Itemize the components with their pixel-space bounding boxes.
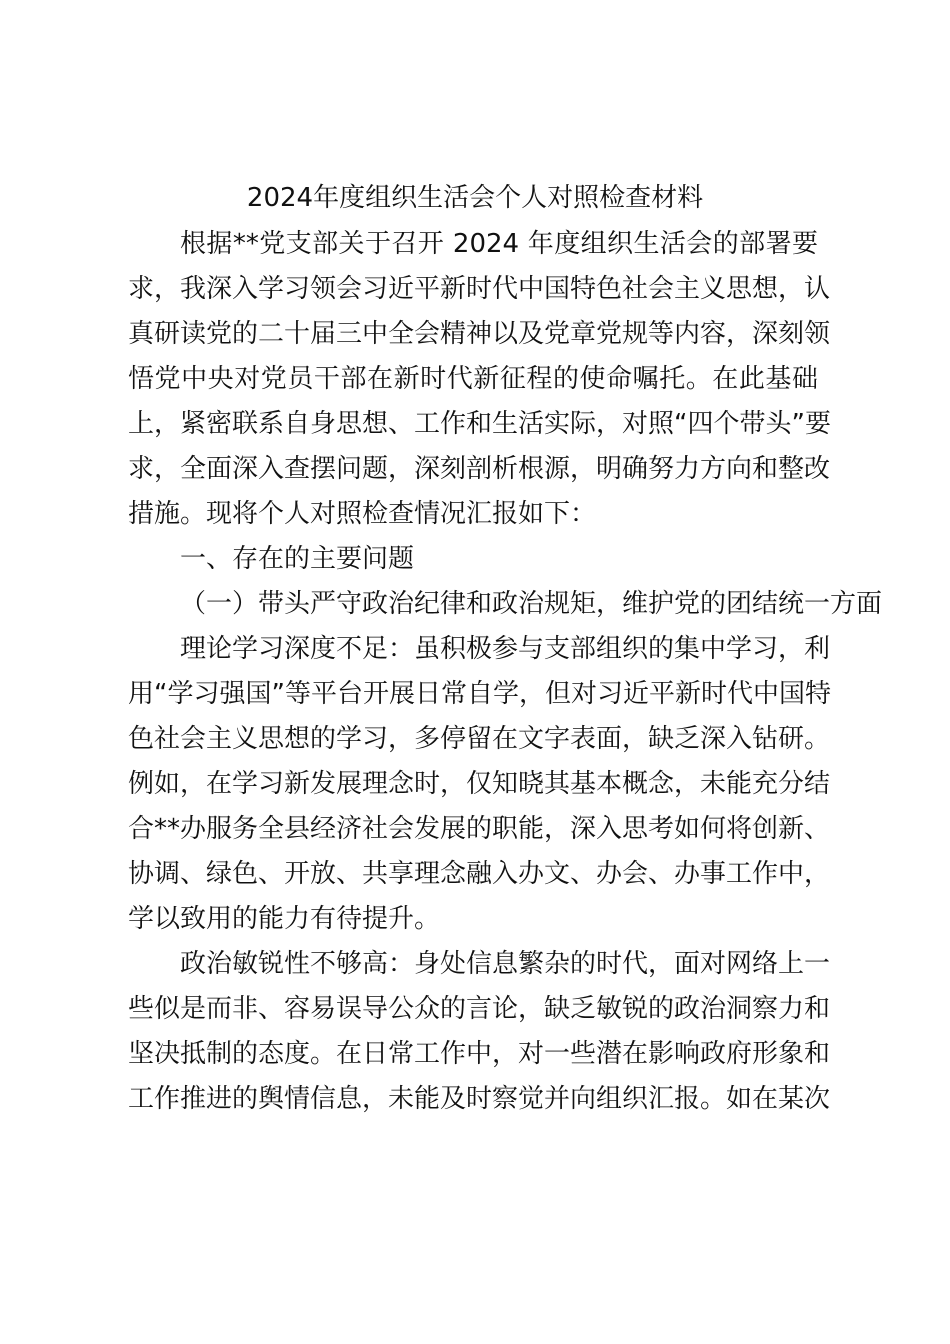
paragraph-line: 悟党中央对党员干部在新时代新征程的使命嘱托。在此基础 [128,364,818,394]
paragraph-line: 用“学习强国”等平台开展日常自学，但对习近平新时代中国特 [128,679,831,709]
paragraph-line: 理论学习深度不足：虽积极参与支部组织的集中学习，利 [180,634,831,664]
paragraph-line: 坚决抵制的态度。在日常工作中，对一些潜在影响政府形象和 [128,1039,831,1069]
paragraph-line: 措施。现将个人对照检查情况汇报如下： [128,499,597,529]
paragraph-line: 例如，在学习新发展理念时，仅知晓其基本概念，未能充分结 [128,769,831,799]
paragraph-line: 上，紧密联系自身思想、工作和生活实际，对照“四个带头”要 [128,409,831,439]
paragraph-line: 协调、绿色、开放、共享理念融入办文、办会、办事工作中， [128,859,831,889]
subsection-heading: （一）带头严守政治纪律和政治规矩，维护党的团结统一方面 [180,589,883,619]
document-title: 2024年度组织生活会个人对照检查材料 [246,183,704,213]
paragraph-line: 工作推进的舆情信息，未能及时察觉并向组织汇报。如在某次 [128,1084,831,1114]
paragraph-line: 些似是而非、容易误导公众的言论，缺乏敏锐的政治洞察力和 [128,994,831,1024]
paragraph-line: 真研读党的二十届三中全会精神以及党章党规等内容，深刻领 [128,319,831,349]
paragraph-line: 色社会主义思想的学习，多停留在文字表面，缺乏深入钻研。 [128,724,831,754]
paragraph-line: 求，全面深入查摆问题，深刻剖析根源，明确努力方向和整改 [128,454,831,484]
paragraph-line: 求，我深入学习领会习近平新时代中国特色社会主义思想，认 [128,274,831,304]
paragraph-line: 政治敏锐性不够高：身处信息繁杂的时代，面对网络上一 [180,949,831,979]
paragraph-line: 合**办服务全县经济社会发展的职能，深入思考如何将创新、 [128,814,831,844]
paragraph-line: 学以致用的能力有待提升。 [128,904,441,934]
section-heading: 一、存在的主要问题 [180,544,415,574]
paragraph-line: 根据**党支部关于召开 2024 年度组织生活会的部署要 [180,229,818,259]
